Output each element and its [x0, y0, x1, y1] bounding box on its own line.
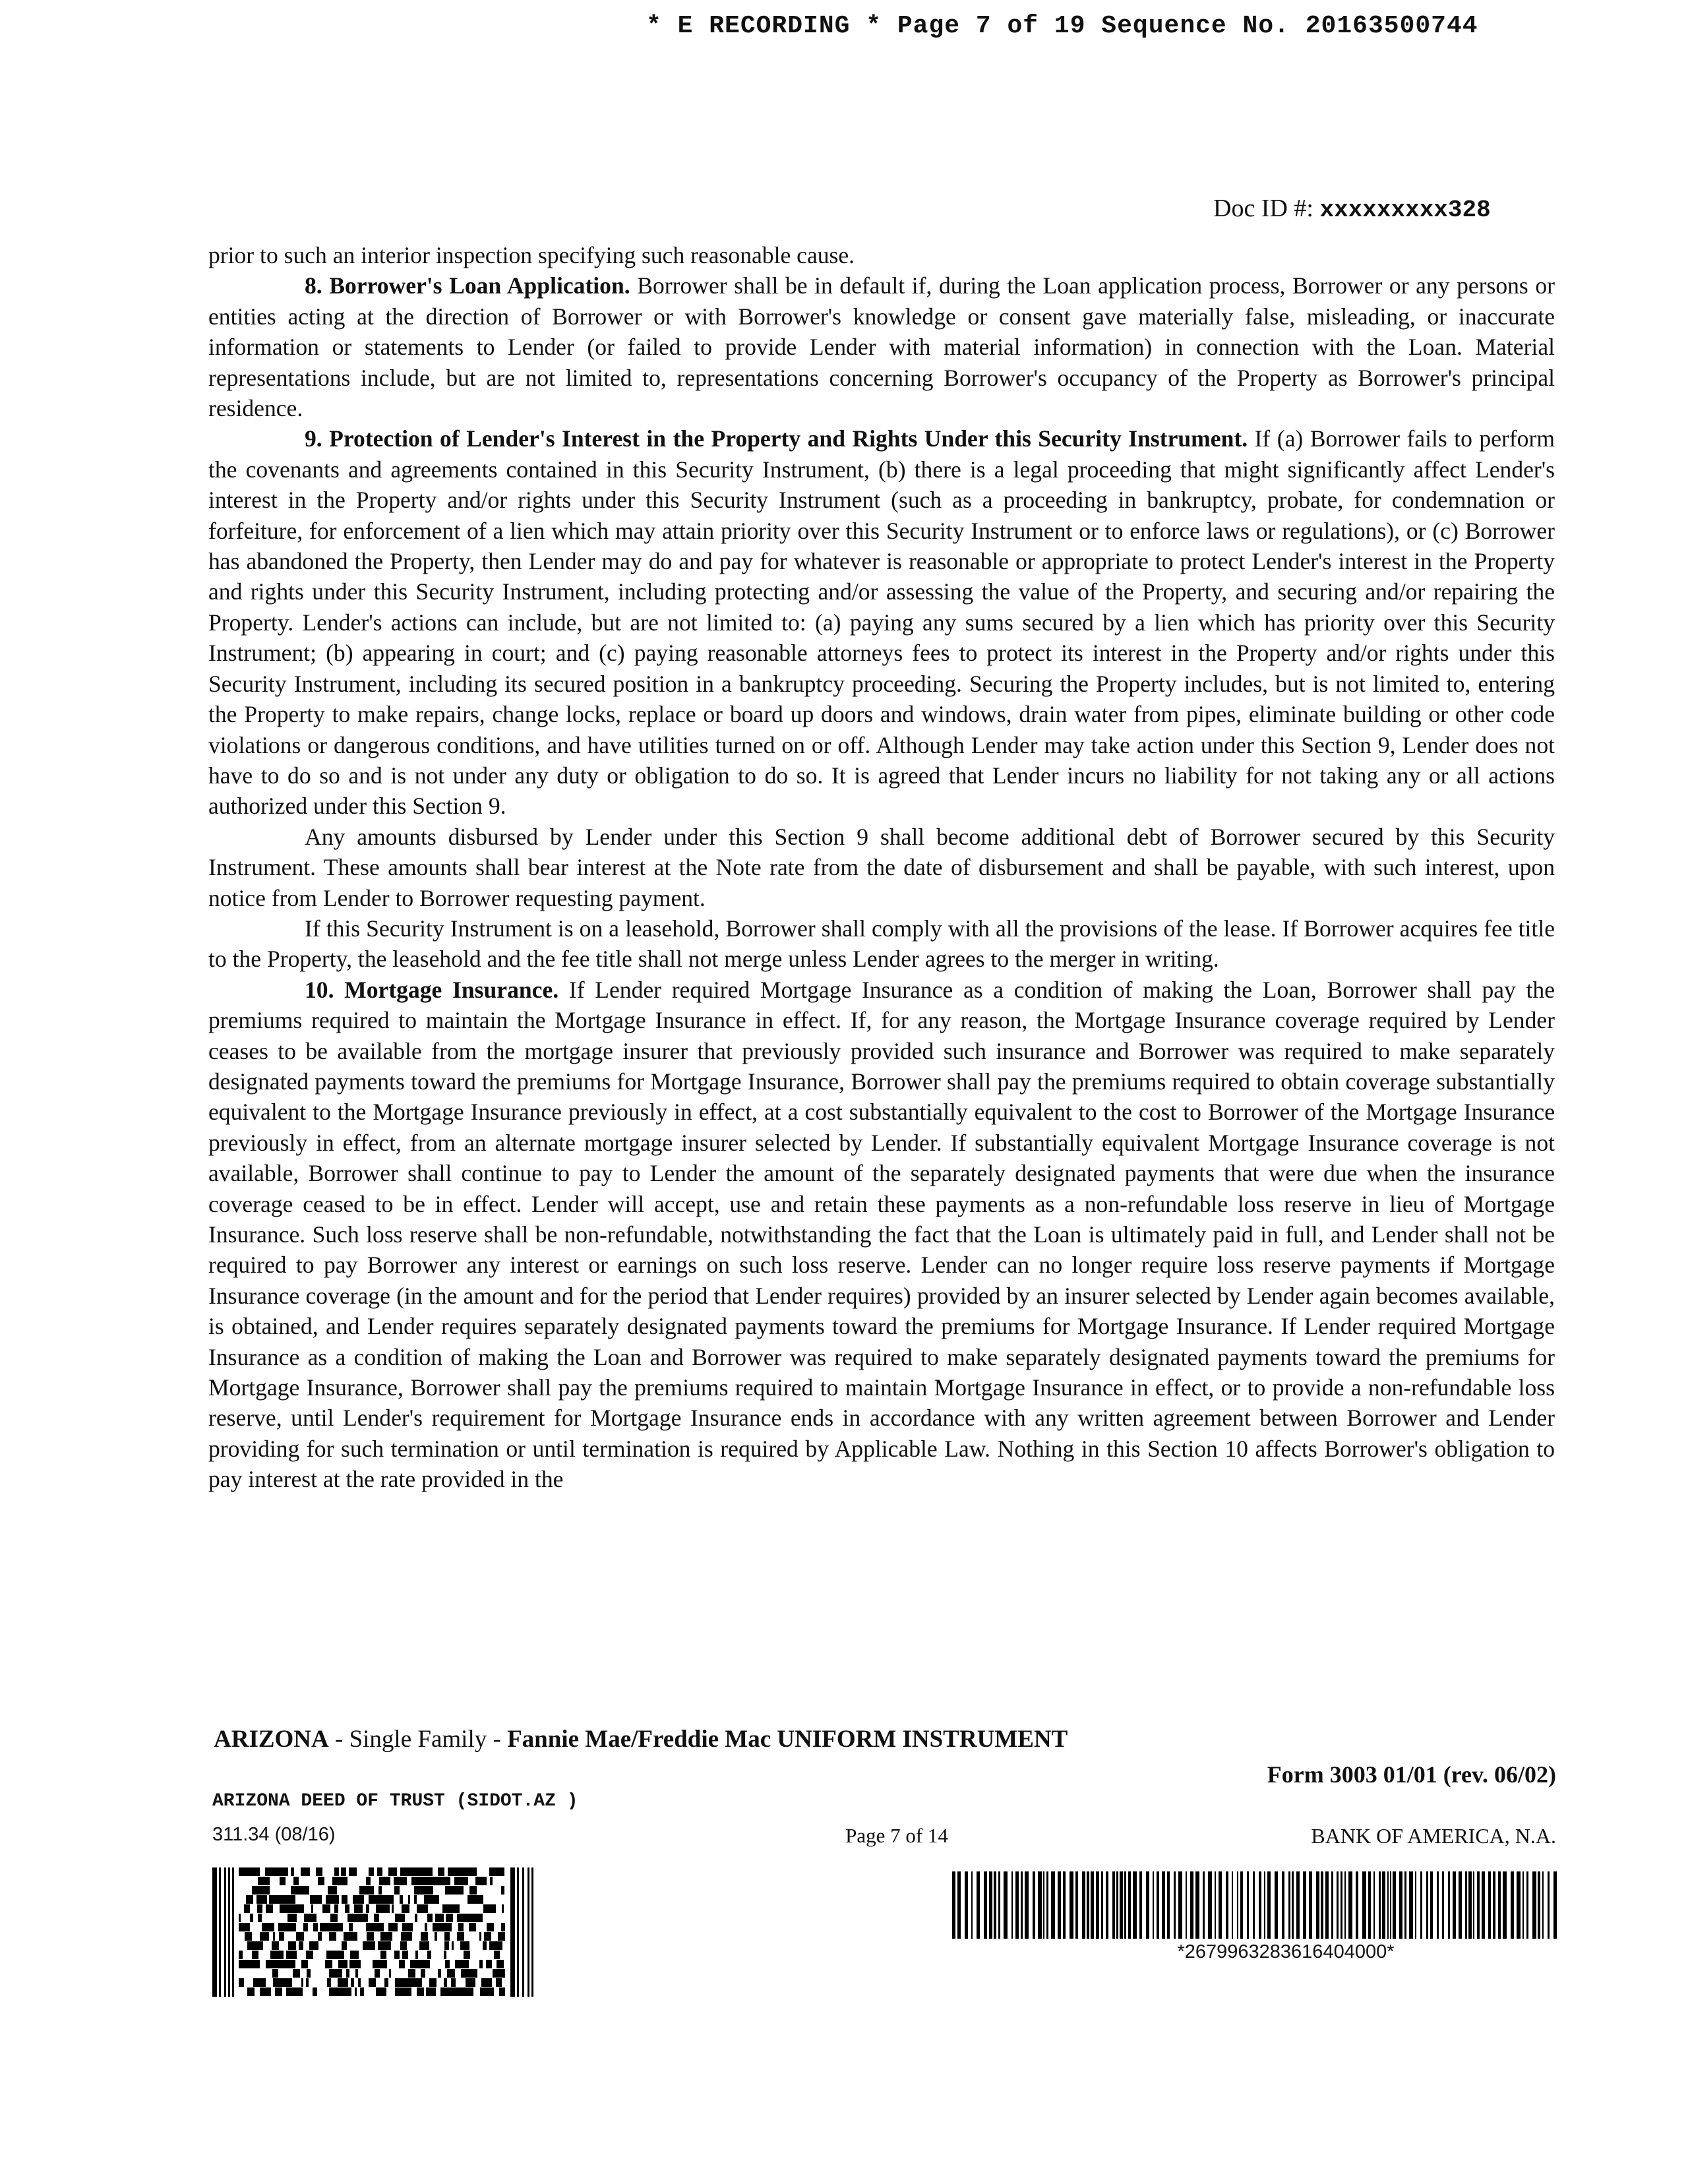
form-title-separator: -: [328, 1726, 349, 1753]
section-9-amounts-paragraph: Any amounts disbursed by Lender under this Section 9 shall become additional debt of Borrower secured by this Security Instrument. These amounts shall bear interest at the Note rate from the date of disbursement and shall be payable, with such interest, upon notice from Lender to Borrower requesting payment.: [208, 823, 1555, 911]
form-code: 311.34 (08/16): [212, 1824, 336, 1845]
form-title: [214, 1725, 1269, 1753]
document-body: [208, 240, 1555, 1495]
page-number: Page 7 of 14: [845, 1824, 948, 1847]
section-10-heading: 10. Mortgage Insurance.: [305, 976, 559, 1003]
linear-barcode: [952, 1871, 1560, 1939]
form-title-separator: -: [487, 1726, 508, 1753]
doc-id: [1213, 194, 1556, 224]
section-10-paragraph: [208, 975, 1555, 1495]
section-8-paragraph: [208, 270, 1555, 423]
form-family: Single Family: [349, 1726, 487, 1753]
section-8-text: Borrower shall be in default if, during the Loan application process, Borrower or any persons or entities acting at the direction of Borrower or with Borrower's knowledge or consent gave materially false, misleading, or inaccurate information or statements to Lender (or failed to provide Lender with material information) in connection with the Loan. Material representations include, but are not limited to, representations concerning Borrower's occupancy of the Property as Borrower's principal residence.: [208, 272, 1555, 422]
doc-id-label: Doc ID #:: [1213, 195, 1313, 222]
recording-header: * E RECORDING * Page 7 of 19 Sequence No. 20163500744: [646, 12, 1478, 40]
barcode-number: *2679963283616404000*: [1177, 1941, 1395, 1962]
section-9-text: If (a) Borrower fails to perform the covenants and agreements contained in this Security Instrument, (b) there is a legal proceeding that might significantly affect Lender's interest in the Property and/or rights under this Security Instrument (such as a proceeding in bankruptcy, probate, for condemnation or forfeiture, for enforcement of a lien which may attain priority over this Security Instrument or to enforce laws or regulations), or (c) Borrower has abandoned the Property, then Lender may do and pay for whatever is reasonable or appropriate to protect Lender's interest in the Property and rights under this Security Instrument, including protecting and/or assessing the value of the Property, and securing and/or repairing the Property. Lender's actions can include, but are not limited to: (a) paying any sums secured by a lien which has priority over this Security Instrument; (b) appearing in court; and (c) paying reasonable attorneys fees to protect its interest in the Property and/or rights under this Security Instrument, including its secured position in a bankruptcy proceeding. Securing the Property includes, but is not limited to, entering the Property to make repairs, change locks, replace or board up doors and windows, drain water from pipes, eliminate building or other code violations or dangerous conditions, and have utilities turned on or off. Although Lender may take action under this Section 9, Lender does not have to do so and is not under any duty or obligation to do so. It is agreed that Lender incurs no liability for not taking any or all actions authorized under this Section 9.: [208, 425, 1555, 820]
doc-id-value: xxxxxxxxx328: [1319, 197, 1491, 224]
section-9-leasehold-paragraph: If this Security Instrument is on a leasehold, Borrower shall comply with all the provisions of the lease. If Borrower acquires fee title to the Property, the leasehold and the fee title shall not merge unless Lender agrees to the merger in writing.: [208, 915, 1555, 973]
form-state: ARIZONA: [214, 1726, 329, 1753]
form-number: Form 3003 01/01 (rev. 06/02): [1267, 1761, 1556, 1788]
form-id: ARIZONA DEED OF TRUST (SIDOT.AZ ): [212, 1791, 578, 1811]
pdf417-barcode: [212, 1867, 534, 1997]
form-instrument: Fannie Mae/Freddie Mac UNIFORM INSTRUMENT: [507, 1726, 1068, 1753]
section-10-text: If Lender required Mortgage Insurance as a condition of making the Loan, Borrower shall pay the premiums required to maintain the Mortgage Insurance in effect. If, for any reason, the Mortgage Insurance coverage required by Lender ceases to be available from the mortgage insurer that previously provided such insurance and Borrower was required to make separately designated payments toward the premiums for Mortgage Insurance, Borrower shall pay the premiums required to obtain coverage substantially equivalent to the Mortgage Insurance previously in effect, at a cost substantially equivalent to the cost to Borrower of the Mortgage Insurance previously in effect, from an alternate mortgage insurer selected by Lender. If substantially equivalent Mortgage Insurance coverage is not available, Borrower shall continue to pay to Lender the amount of the separately designated payments that were due when the insurance coverage ceased to be in effect. Lender will accept, use and retain these payments as a non-refundable loss reserve in lieu of Mortgage Insurance. Such loss reserve shall be non-refundable, notwithstanding the fact that the Loan is ultimately paid in full, and Lender shall not be required to pay Borrower any interest or earnings on such loss reserve. Lender can no longer require loss reserve payments if Mortgage Insurance coverage (in the amount and for the period that Lender requires) provided by an insurer selected by Lender again becomes available, is obtained, and Lender requires separately designated payments toward the premiums for Mortgage Insurance. If Lender required Mortgage Insurance as a condition of making the Loan and Borrower was required to make separately designated payments toward the premiums for Mortgage Insurance, Borrower shall pay the premiums required to maintain Mortgage Insurance in effect, or to provide a non-refundable loss reserve, until Lender's requirement for Mortgage Insurance ends in accordance with any written agreement between Borrower and Lender providing for such termination or until termination is required by Applicable Law. Nothing in this Section 10 affects Borrower's obligation to pay interest at the rate provided in the: [208, 976, 1555, 1493]
section-9-paragraph: [208, 423, 1555, 821]
section-8-heading: 8. Borrower's Loan Application.: [305, 272, 630, 299]
section-9-heading: 9. Protection of Lender's Interest in the Property and Rights Under this Security Instrument.: [305, 425, 1248, 452]
lender-name: BANK OF AMERICA, N.A.: [1311, 1824, 1556, 1848]
continuation-paragraph: prior to such an interior inspection specifying such reasonable cause.: [208, 242, 855, 268]
